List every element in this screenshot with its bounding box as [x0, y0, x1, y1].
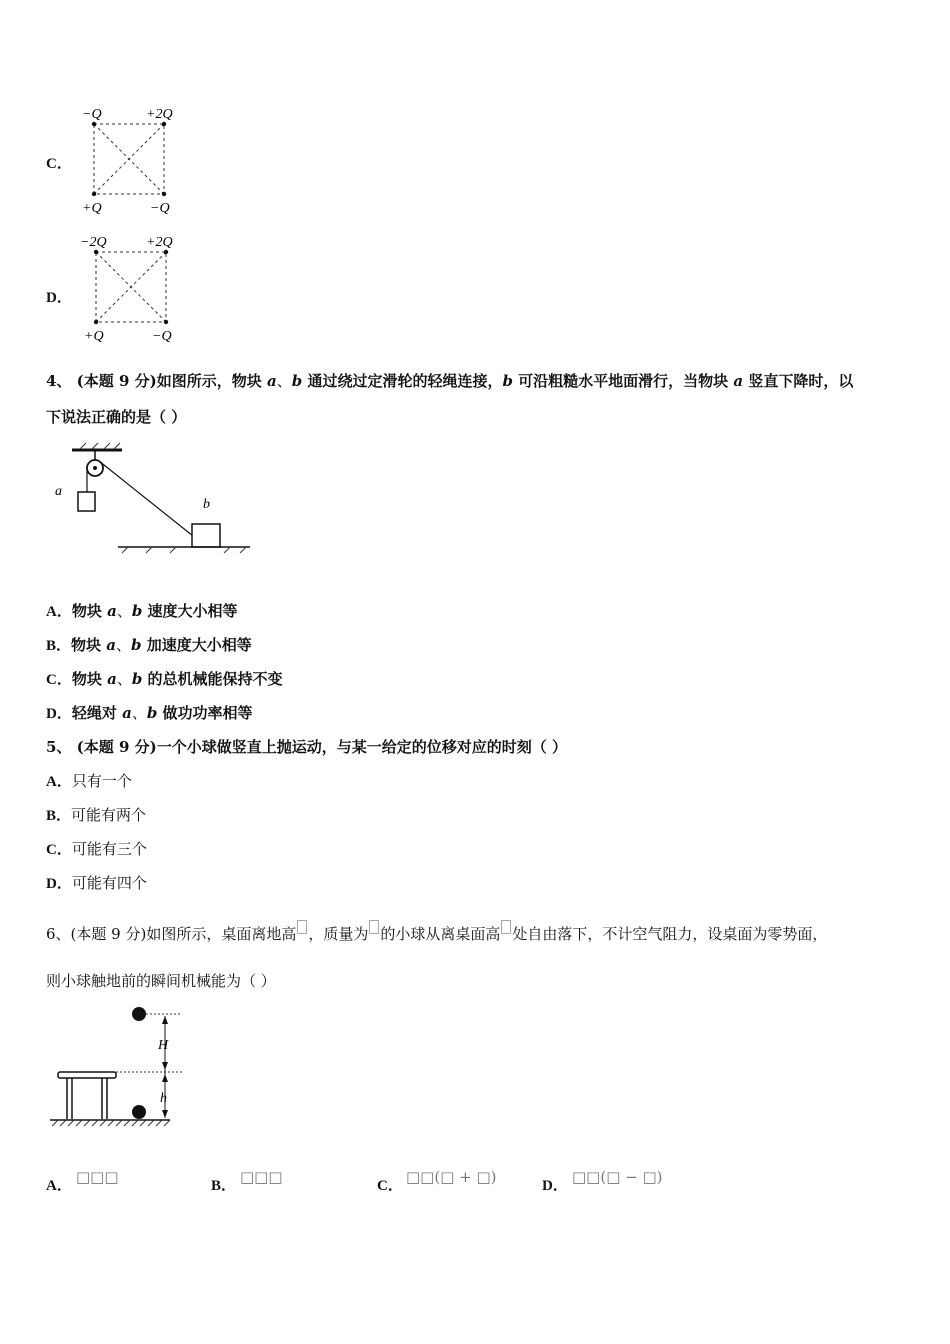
label-b: b: [203, 497, 210, 512]
option-text: 可能有两个: [71, 806, 147, 824]
option-text: 速度大小相等: [142, 602, 238, 620]
option-formula: □□(□ − □): [572, 1168, 663, 1186]
option-text: 物块: [71, 670, 108, 688]
var-a: a: [266, 372, 277, 390]
var-b: b: [502, 372, 513, 390]
var-a: a: [106, 636, 116, 654]
q4-stem-line1: [46, 370, 853, 391]
q6-stem-line1: [46, 920, 827, 944]
option-label: B．: [46, 638, 72, 654]
separator: 、: [131, 704, 147, 722]
q6-stem-text: ，质量为: [308, 925, 369, 943]
separator: 、: [116, 670, 132, 688]
q6-stem-text: 的小球从离桌面高: [380, 925, 501, 943]
option-label: C．: [46, 672, 72, 688]
missing-symbol-icon: [297, 920, 307, 934]
option-formula: □□□: [240, 1168, 283, 1186]
option-label: C．: [377, 1178, 403, 1194]
var-b: b: [131, 602, 143, 620]
label-h: h: [160, 1091, 167, 1106]
var-a: a: [122, 704, 132, 722]
option-label: D．: [542, 1178, 568, 1194]
q3-option-c-figure: [76, 102, 186, 217]
option-text: 的总机械能保持不变: [142, 670, 283, 688]
option-text: 可能有四个: [71, 874, 147, 892]
charge-top-left: −Q: [82, 107, 102, 122]
q5-option-b[interactable]: [46, 804, 146, 825]
var-b: b: [131, 670, 143, 688]
separator: 、: [115, 636, 131, 654]
option-formula: □□(□ + □): [406, 1168, 497, 1186]
option-text: 可能有三个: [71, 840, 147, 858]
q4-option-a[interactable]: [46, 600, 238, 621]
option-text: 物块: [71, 636, 107, 654]
label-H: H: [158, 1038, 169, 1053]
q4-stem-text: 竖直下降时，以: [743, 372, 854, 390]
q4-stem-line2: 下说法正确的是（ ）: [46, 408, 187, 426]
var-b: b: [291, 372, 303, 390]
option-label: A．: [46, 1178, 72, 1194]
charge-top-left: −2Q: [80, 235, 107, 250]
option-text: 加速度大小相等: [141, 636, 252, 654]
q6-stem-text: 处自由落下，不计空气阻力，设桌面为零势面，: [512, 925, 828, 943]
q6-option-c[interactable]: [377, 1168, 497, 1195]
q6-option-b[interactable]: [211, 1168, 283, 1195]
q4-option-c[interactable]: [46, 668, 283, 689]
option-label: B．: [46, 808, 72, 824]
option-label: B．: [211, 1178, 237, 1194]
option-label: D．: [46, 876, 72, 892]
charge-bottom-right: −Q: [152, 329, 172, 344]
q5-option-a[interactable]: [46, 770, 132, 791]
missing-symbol-icon: [501, 920, 511, 934]
option-label: D．: [46, 706, 72, 722]
q3-option-d-label: D．: [46, 290, 72, 306]
var-a: a: [107, 670, 117, 688]
option-label: A．: [46, 604, 72, 620]
option-formula: □□□: [76, 1168, 119, 1186]
option-label: C．: [46, 842, 72, 858]
q3-option-d-figure: [76, 230, 186, 348]
missing-symbol-icon: [369, 920, 379, 934]
option-text: 只有一个: [71, 772, 132, 790]
option-text: 做功功率相等: [157, 704, 253, 722]
var-b: b: [146, 704, 158, 722]
q5-option-d[interactable]: [46, 872, 147, 893]
q6-stem-text: 6、(本题 9 分)如图所示，桌面离地高: [46, 925, 297, 943]
q6-option-a[interactable]: [46, 1168, 119, 1195]
q5-stem: 5、 (本题 9 分)一个小球做竖直上抛运动，与某一给定的位移对应的时刻（ ）: [46, 738, 567, 756]
charge-top-right: +2Q: [146, 235, 173, 250]
q6-option-d[interactable]: [542, 1168, 663, 1195]
separator: 、: [276, 372, 292, 390]
var-b: b: [131, 636, 142, 654]
q6-table-figure: [46, 1002, 186, 1132]
q6-stem-line2: 则小球触地前的瞬间机械能为（ ）: [46, 972, 276, 990]
q4-stem-text: 通过绕过定滑轮的轻绳连接，: [302, 372, 503, 390]
q4-stem-text: 4、 (本题 9 分)如图所示，物块: [46, 372, 267, 390]
q5-option-c[interactable]: [46, 838, 147, 859]
q3-option-c-label: C．: [46, 156, 72, 172]
charge-bottom-right: −Q: [150, 201, 170, 216]
option-text: 轻绳对: [71, 704, 123, 722]
var-a: a: [107, 602, 117, 620]
q4-option-d[interactable]: [46, 702, 253, 723]
var-a: a: [733, 372, 744, 390]
charge-bottom-left: +Q: [82, 201, 102, 216]
q4-stem-text: 可沿粗糙水平地面滑行，当物块: [512, 372, 734, 390]
option-label: A．: [46, 774, 72, 790]
option-text: 物块: [71, 602, 108, 620]
charge-bottom-left: +Q: [84, 329, 104, 344]
q4-option-b[interactable]: [46, 634, 252, 655]
q4-pulley-figure: [50, 438, 260, 558]
charge-top-right: +2Q: [146, 107, 173, 122]
separator: 、: [116, 602, 132, 620]
label-a: a: [55, 484, 62, 499]
